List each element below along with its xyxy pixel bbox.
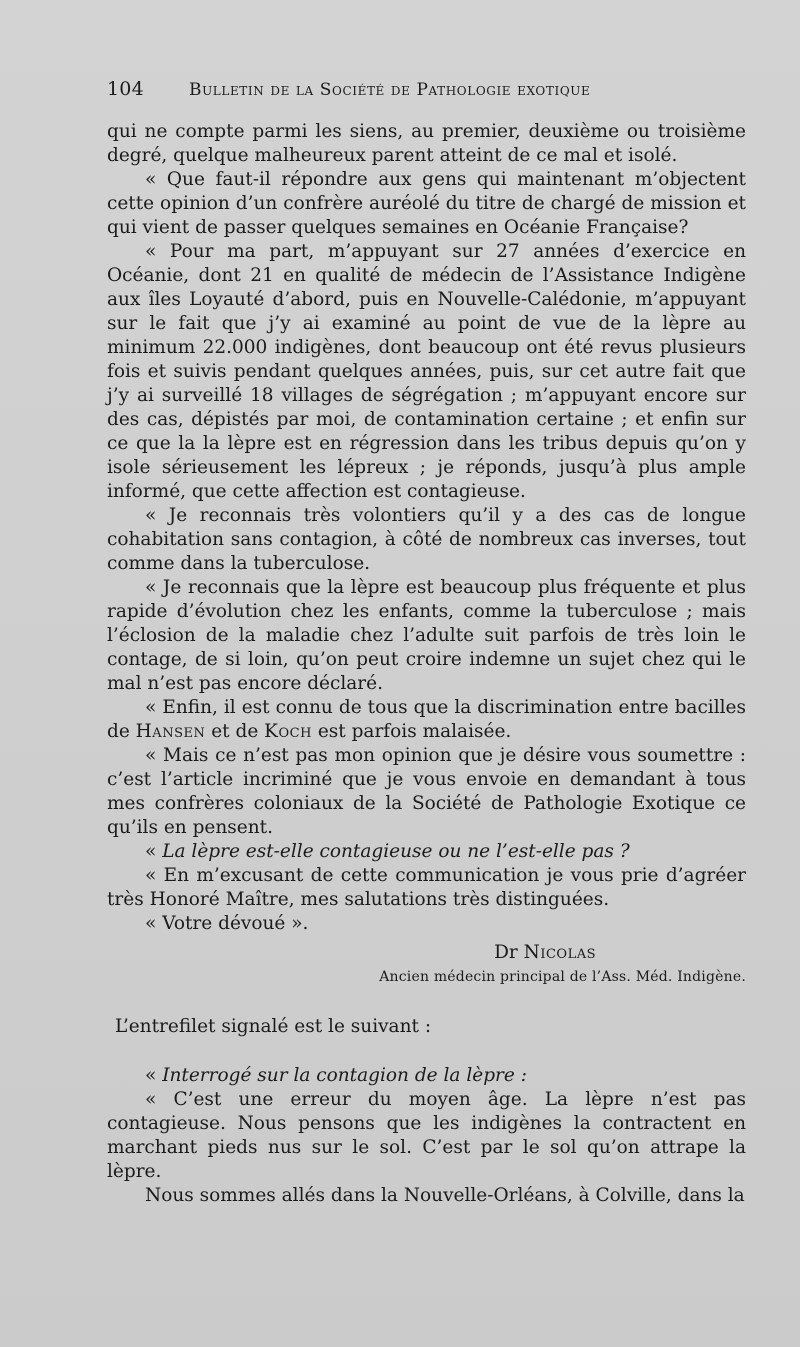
page-number: 104 — [107, 78, 144, 100]
hansen-name: Hansen — [135, 721, 206, 742]
small-gap — [107, 1039, 746, 1064]
signature-title: Dr — [494, 942, 518, 963]
paragraph-9: « En m’excusant de cette communication je vous prie d’agréer très Honoré Maître, mes salutations très distinguées. — [107, 865, 746, 910]
quote-paragraph-1: « C’est une erreur du moyen âge. La lèpre n’est pas contagieuse. Nous pensons que les indigènes la contractent en marchant pieds nus sur le sol. C’est par le sol qu’on attrape la lèpre. — [107, 1089, 746, 1182]
journal-title: Bulletin de la Société de Pathologie exotique — [189, 80, 591, 100]
quote-heading — [107, 1064, 746, 1088]
intro-line: L’entrefilet signalé est le suivant : — [115, 1016, 432, 1037]
paragraph-6-text-before: « Enfin, il est connu de tous que la discrimination entre bacilles de — [107, 697, 746, 742]
document-body — [107, 120, 746, 1208]
paragraph-6-text-middle: et de — [205, 721, 265, 742]
paragraph-6-text-after: est parfois malaisée. — [311, 721, 512, 742]
quote-paragraph-2: Nous sommes allés dans la Nouvelle-Orléans, à Colville, dans la — [145, 1185, 745, 1206]
paragraph-7: « Mais ce n’est pas mon opinion que je désire vous soumettre : c’est l’article incriminé que je vous envoie en demandant à tous mes confrères coloniaux de la Société de Pathologie Exotique ce qu’ils en pensent. — [107, 745, 746, 838]
paragraph-1: qui ne compte parmi les siens, au premier, deuxième ou troisième degré, quelque malheureux parent atteint de ce mal et isolé. — [107, 121, 746, 166]
paragraph-4: « Je reconnais très volontiers qu’il y a des cas de longue cohabitation sans contagion, à côté de nombreux cas inverses, tout comme dans la tuberculose. — [107, 505, 746, 574]
paragraph-3: « Pour ma part, m’appuyant sur 27 années d’exercice en Océanie, dont 21 en qualité de médecin de l’Assistance Indigène aux îles Loyauté d’abord, puis en Nouvelle-Calédonie, m’appuyant sur le fait que j’y ai examiné au point de vue de la lèpre au minimum 22.000 indigènes, dont beaucoup ont été revus plusieurs fois et suivis pendant quelques années, puis, sur cet autre fait que j’y ai surveillé 18 villages de ségrégation ; m’appuyant encore sur des cas, dépistés par moi, de contamination certaine ; et enfin sur ce que la la lèpre est en régression dans les tribus depuis qu’on y isole sérieusement les lépreux ; je réponds, jusqu’à plus ample informé, que cette affection est contagieuse. — [107, 241, 746, 502]
paragraph-8 — [107, 840, 746, 864]
quote-heading-open: « — [145, 1065, 163, 1086]
paragraph-8-question: La lèpre est-elle contagieuse ou ne l’est-elle pas ? — [162, 841, 630, 862]
paragraph-2: « Que faut-il répondre aux gens qui maintenant m’objectent cette opinion d’un confrère auréolé du titre de chargé de mission et qui vient de passer quelques semaines en Océanie Française? — [107, 169, 746, 238]
paragraph-10: « Votre dévoué ». — [145, 913, 309, 934]
signature-name: Nicolas — [523, 942, 596, 963]
running-head — [107, 78, 746, 100]
paragraph-8-open-quote: « — [145, 841, 163, 862]
quote-heading-text: Interrogé sur la contagion de la lèpre : — [162, 1065, 527, 1086]
section-gap — [107, 987, 746, 1015]
signature — [107, 941, 746, 965]
paragraph-6 — [107, 696, 746, 744]
koch-name: Koch — [264, 721, 312, 742]
paragraph-5: « Je reconnais que la lèpre est beaucoup plus fréquente et plus rapide d’évolution chez les enfants, comme la tuberculose ; mais l’éclosion de la maladie chez l’adulte suit parfois de très loin le contage, de si loin, qu’on peut croire indemne un sujet chez qui le mal n’est pas encore déclaré. — [107, 577, 746, 694]
signature-affiliation: Ancien médecin principal de l’Ass. Méd. Indigène. — [379, 969, 746, 985]
